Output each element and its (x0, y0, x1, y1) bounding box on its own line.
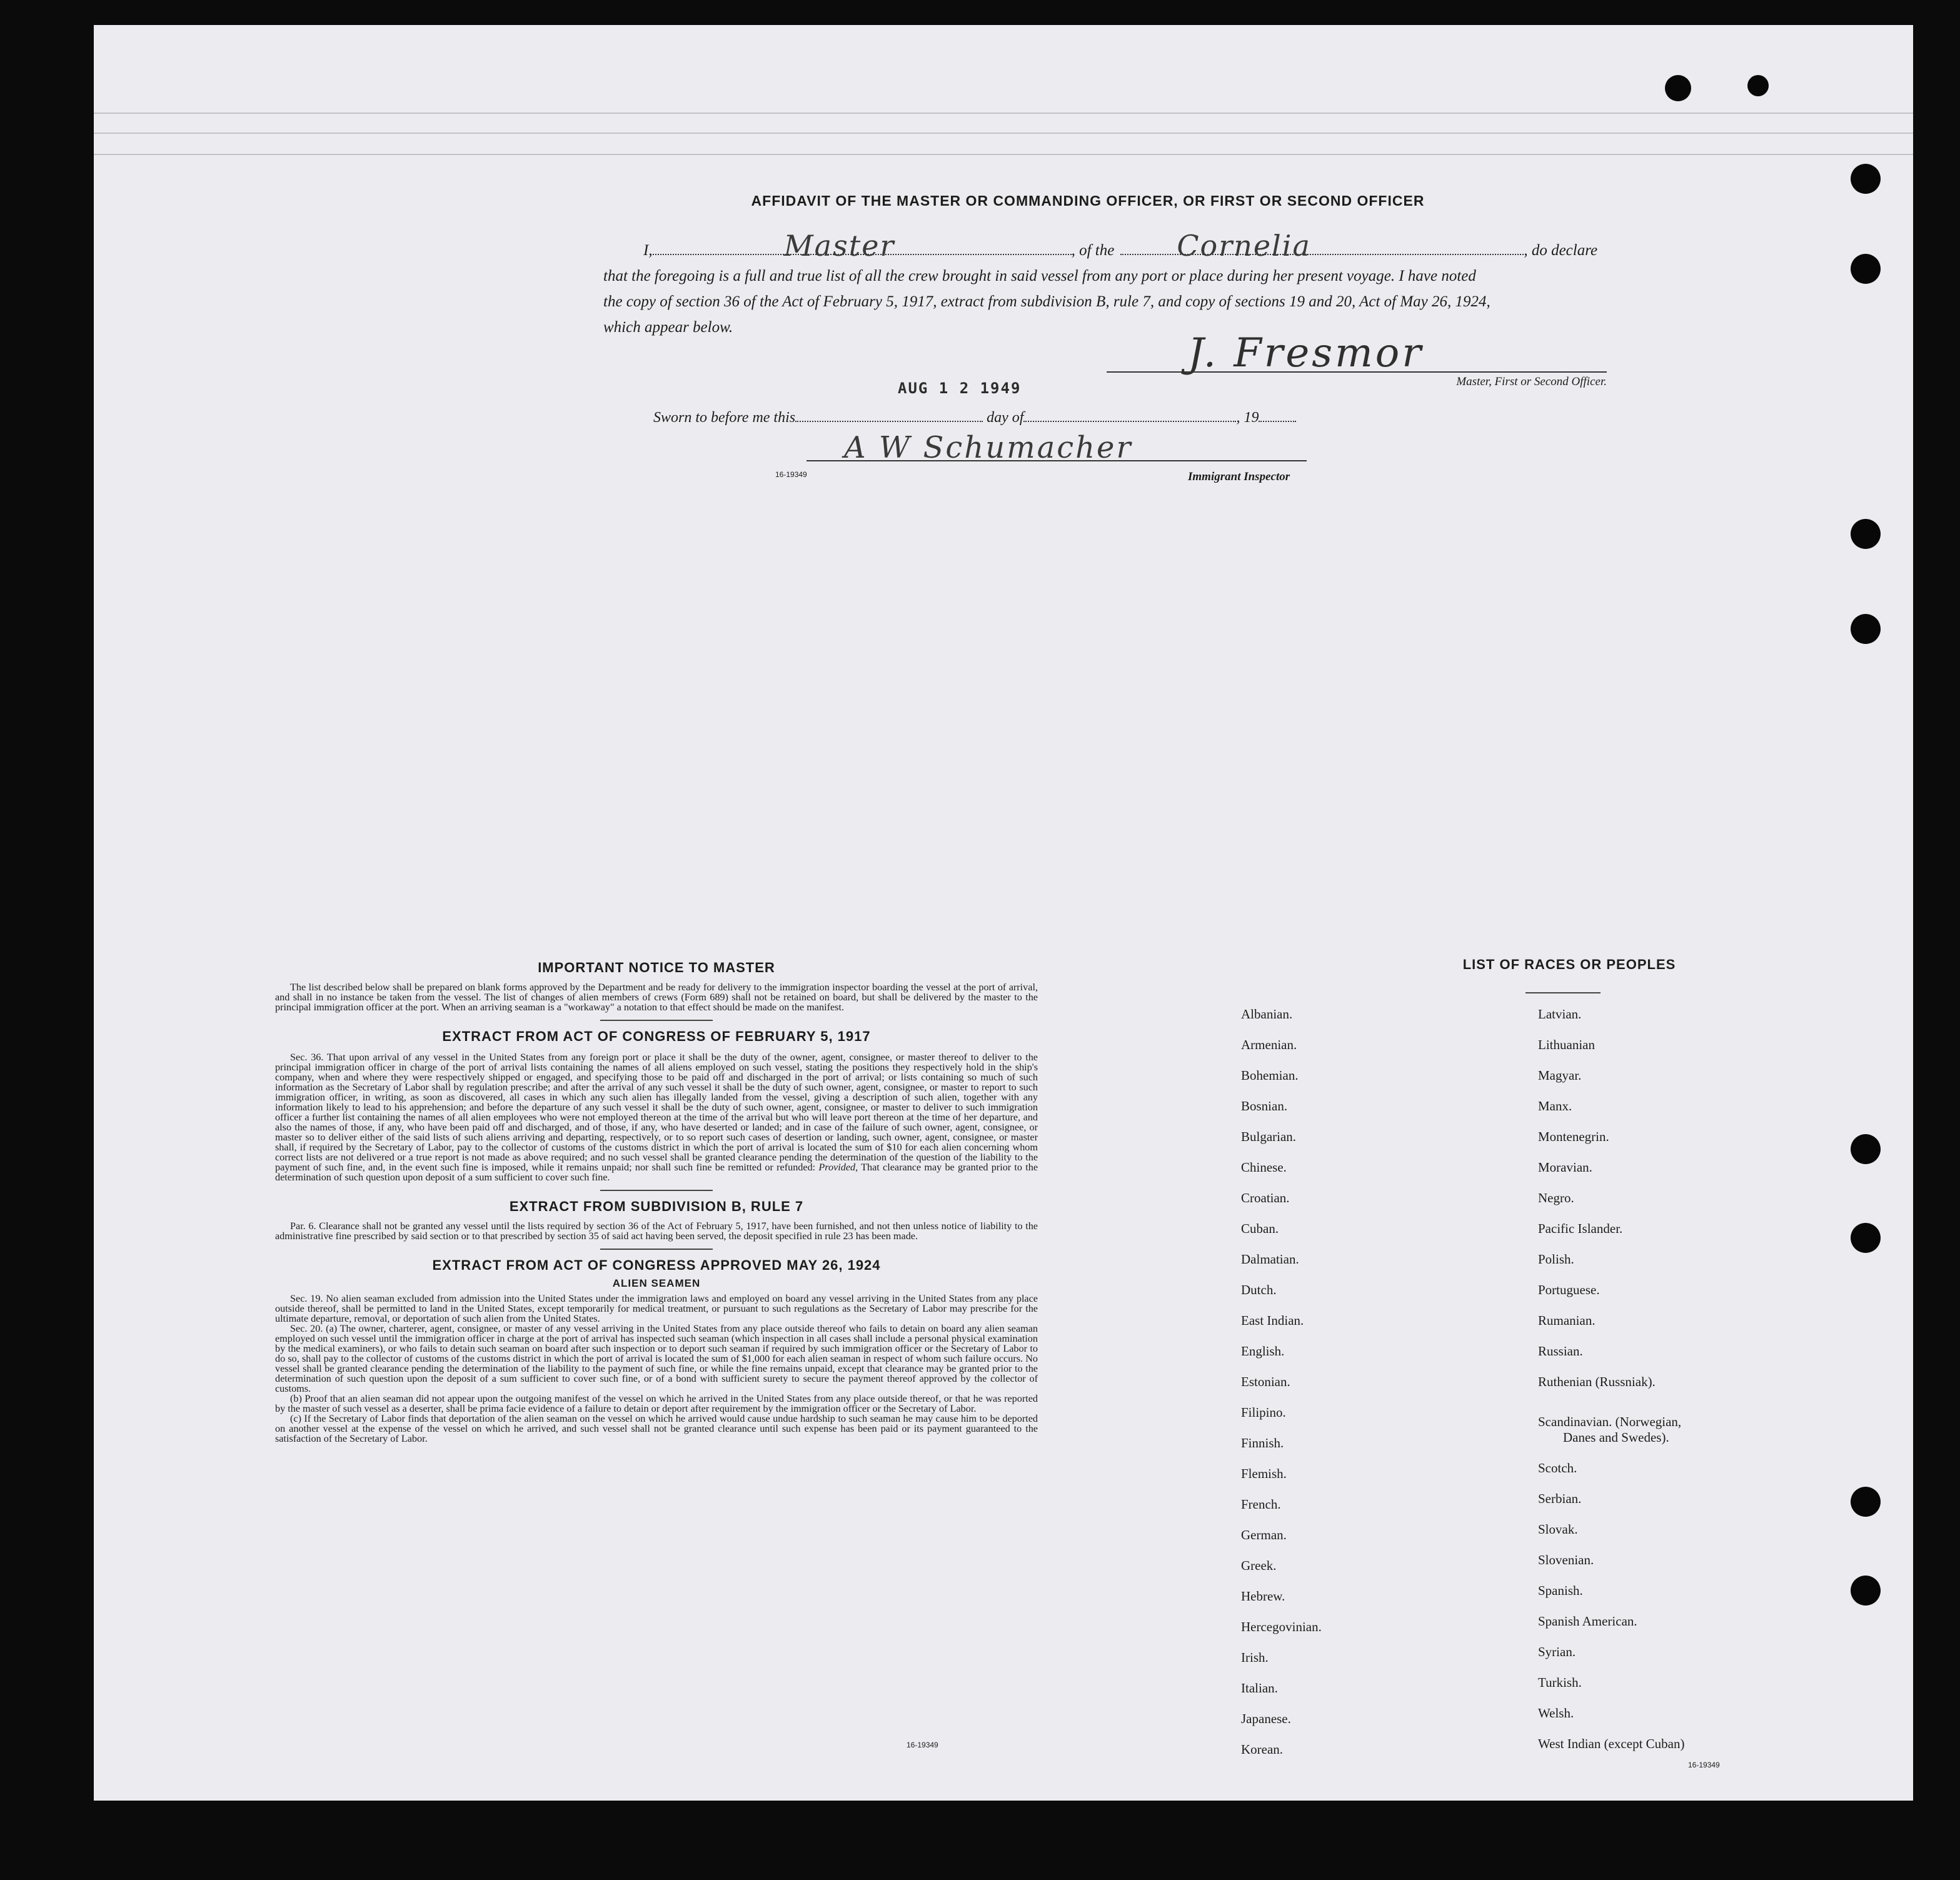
section-divider (600, 1190, 713, 1191)
declaration-line: the copy of section 36 of the Act of February 5, 1917, extract from subdivision B, rule 7, and copy of sections 19 and 20, Act of May 26, 1924, (603, 293, 1490, 310)
extract1-provided: Provided, (818, 1162, 858, 1173)
race-item: Irish. (1241, 1650, 1269, 1665)
race-item: Pacific Islander. (1538, 1221, 1623, 1236)
handwritten-vessel: Cornelia (1177, 229, 1311, 263)
document-page (94, 25, 1913, 1801)
punch-hole (1851, 164, 1881, 194)
ruled-line (94, 154, 1913, 155)
sec20a-text: Sec. 20. (a) The owner, charterer, agent, consignee, or master of any vessel arriving in the United States from any place outside thereof who fails to detain on board any alien seaman employed on such vessel until the immigration officer in charge at the port of arrival has inspected such seaman (which inspection in all cases shall include a personal physical examination by the medical examiners), or who fails to detain such seaman on board after such inspection or to deport such seaman if required by such immigration officer or the Secretary of Labor to do so, shall pay to the collector of customs of the customs district in which the port of arrival is located the sum of $1,000 for each alien seaman in respect of whom such failure occurs. No vessel shall be granted clearance pending the determination of the liability to the payment of such fine, or while the fine remains unpaid, except that clearance may be granted prior to the determination of such question upon the deposit of a sum sufficient to cover such fine, or of a bond with sufficient surety to secure the payment thereof approved by the collector of customs. (275, 1323, 1038, 1394)
extract2-body: Par. 6. Clearance shall not be granted any vessel until the lists required by section 36 of the Act of February 5, 1917, have been furnished, and not then unless notice of liability to the administrative fine prescribed by said section or to that prescribed by section 35 of said act having been served, the deposit specified in rule 23 has been made. (275, 1220, 1038, 1242)
race-item: Armenian. (1241, 1037, 1297, 1052)
declaration-line: that the foregoing is a full and true list of all the crew brought in said vessel from any port or place during her present voyage. I have noted (603, 268, 1476, 284)
race-item: Finnish. (1241, 1435, 1284, 1450)
race-item: Italian. (1241, 1681, 1278, 1696)
races-divider (1525, 992, 1601, 993)
race-item: Slovenian. (1538, 1552, 1594, 1567)
extract1-body-a: Sec. 36. That upon arrival of any vessel in the United States from any foreign port or place it shall be the duty of the owner, agent, consignee, or master thereof to deliver to the principal immigration officer in charge of the port of arrival lists containing the names of all aliens employed on such vessel, stating the positions they respectively hold in the ship's company, when and where they were respectively shipped or engaged, and specifying those to be paid off and discharged in the port of arrival; or lists containing so much of such information as the Secretary of Labor shall by regulation prescribe; and after the arrival of any such vessel it shall be the duty of such owner, agent, consignee, or master to report to such immigration officer, in writing, as soon as discovered, all cases in which any such alien has illegally landed from the vessel, giving a description of such alien, together with any information likely to lead to his apprehension; and before the departure of any such vessel it shall be the duty of such owner, agent, consignee, or master to deliver to such immigration officer a further list containing the names of all alien employees who were not employed thereon at the time of the arrival but who will leave port thereon at the time of her departure, and also the names of those, if any, who have been paid off and discharged, and of those, if any, who have deserted or landed; and in case of the failure of such owner, agent, consignee, or master so to deliver either of the said lists of such aliens arriving and departing, respectively, or to so report such cases of desertion or landing, such owner, agent, consignee, or master shall, if required by the Secretary of Labor, pay to the collector of customs of the customs district in which the port of arrival is located the sum of $10 for each alien concerning whom correct lists are not delivered or a true report is not made as above required; and no such vessel shall be granted clearance pending the determination of the question of the liability to the payment of such fine, and, in the event such fine is imposed, while it remains unpaid; nor shall such fine be remitted or refunded: (275, 1052, 1038, 1173)
race-item: Flemish. (1241, 1466, 1287, 1481)
race-item: Korean. (1241, 1742, 1284, 1757)
inspector-signature-line (807, 460, 1307, 461)
race-item: West Indian (except Cuban) (1538, 1736, 1685, 1751)
race-item: Negro. (1538, 1190, 1574, 1205)
punch-hole (1747, 75, 1769, 96)
race-item: Rumanian. (1538, 1313, 1596, 1328)
notice-title: IMPORTANT NOTICE TO MASTER (538, 960, 775, 975)
handwritten-title: Master (783, 229, 895, 263)
race-item: Russian. (1538, 1344, 1583, 1359)
sec20c-text: (c) If the Secretary of Labor finds that deportation of the alien seaman on the vessel on which he arrived would cause undue hardship to such seaman he may cause him to be deported on another vessel at the expense of the vessel on which he arrived, and such vessel shall not be granted clearance until such expense has been paid or its payment guaranteed to the satisfaction of the Secretary of Labor. (275, 1413, 1038, 1444)
race-item: Scandinavian. (Norwegian, (1538, 1414, 1682, 1429)
extract2-title: EXTRACT FROM SUBDIVISION B, RULE 7 (509, 1199, 804, 1214)
race-item: Albanian. (1241, 1007, 1293, 1022)
race-item: Portuguese. (1538, 1282, 1600, 1297)
declaration-i: I, (643, 242, 653, 259)
sworn-day-field (795, 405, 983, 422)
punch-hole (1851, 1223, 1881, 1253)
race-item: Lithuanian (1538, 1037, 1595, 1052)
sworn-year-field (1259, 405, 1296, 422)
race-item: Turkish. (1538, 1674, 1582, 1690)
form-number: 16-19349 (907, 1741, 938, 1749)
race-item: Polish. (1538, 1252, 1574, 1267)
declaration-declare: , do declare (1524, 242, 1598, 259)
race-item: Chinese. (1241, 1160, 1287, 1175)
race-item: Bulgarian. (1241, 1129, 1297, 1144)
ruled-line (94, 133, 1913, 134)
race-item: Estonian. (1241, 1374, 1290, 1389)
race-item: Montenegrin. (1538, 1129, 1609, 1144)
race-item: Japanese. (1241, 1711, 1291, 1726)
sec20b-text: (b) Proof that an alien seaman did not appear upon the outgoing manifest of the vessel on which he arrived in the United States from any place outside thereof, or that he was reported by the master of such vessel as a deserter, shall be prima facie evidence of a failure to detain or deport after requirement by the immigration officer or the Secretary of Labor. (275, 1393, 1038, 1414)
race-item: Cuban. (1241, 1221, 1279, 1236)
race-item: Croatian. (1241, 1190, 1290, 1205)
signature-caption: Master, First or Second Officer. (1456, 375, 1607, 388)
race-item: Ruthenian (Russniak). (1538, 1374, 1656, 1389)
race-item: Dutch. (1241, 1282, 1277, 1297)
sworn-month-field (1023, 405, 1236, 422)
extract3-subtitle: ALIEN SEAMEN (612, 1277, 701, 1289)
officer-title-field (653, 229, 1072, 263)
race-item: Greek. (1241, 1558, 1277, 1573)
declaration-line: which appear below. (603, 319, 733, 336)
race-item: Serbian. (1538, 1490, 1582, 1506)
notice-section (275, 960, 1038, 1444)
race-item: Dalmatian. (1241, 1252, 1299, 1267)
extract1-body-b: That clearance may be granted prior to the determination of such question upon deposit of a sum sufficient to cover such fine. (275, 1162, 1038, 1183)
declaration-of-the: , of the (1071, 242, 1115, 259)
punch-hole (1665, 75, 1691, 101)
section-divider (600, 1249, 713, 1250)
race-item: Moravian. (1538, 1160, 1592, 1175)
sec19-text: Sec. 19. No alien seaman excluded from admission into the United States under the immigration laws and employed on board any vessel arriving in the United States from any place outside thereof, shall be permitted to land in the United States, except temporarily for medical treatment, or pursuant to such regulations as the Secretary of Labor may prescribe for the ultimate departure, removal, or deportation of such alien from the United States. (275, 1293, 1038, 1324)
race-item: Syrian. (1538, 1644, 1576, 1659)
race-item: Slovak. (1538, 1521, 1578, 1537)
extract3-title: EXTRACT FROM ACT OF CONGRESS APPROVED MAY 26, 1924 (432, 1257, 881, 1273)
form-number: 16-19349 (775, 470, 807, 479)
date-stamp: AUG 1 2 1949 (898, 380, 1022, 397)
race-item: French. (1241, 1497, 1281, 1512)
race-item: East Indian. (1241, 1313, 1304, 1328)
declaration-line (603, 229, 1604, 263)
sworn-line (653, 405, 1296, 426)
race-item: Bohemian. (1241, 1068, 1299, 1083)
extract1-body (275, 1052, 1038, 1182)
ruled-line (94, 113, 1913, 114)
signature-line (1107, 371, 1607, 373)
race-item: Latvian. (1538, 1007, 1582, 1022)
race-item: Welsh. (1538, 1705, 1574, 1721)
race-item: Spanish. (1538, 1582, 1583, 1598)
notice-body: The list described below shall be prepared on blank forms approved by the Department and be ready for delivery to the immigration inspector boarding the vessel at the port of arrival, and shall in no instance be taken from the vessel. The list of changes of alien members of crews (Form 689) shall not be retained on board, but shall be delivered by the master to the principal immigration officer at the port. When an arriving seaman is a "workaway" a notation to that effect should be made on the manifest. (275, 982, 1038, 1013)
punch-hole (1851, 614, 1881, 644)
race-item: Filipino. (1241, 1405, 1286, 1420)
inspector-signature: A W Schumacher (844, 430, 1133, 465)
punch-hole (1851, 1134, 1881, 1164)
form-number: 16-19349 (1688, 1761, 1720, 1769)
race-item: Hebrew. (1241, 1589, 1285, 1604)
inspector-caption: Immigrant Inspector (1188, 470, 1290, 483)
year-prefix: , 19 (1236, 410, 1259, 426)
punch-hole (1851, 254, 1881, 284)
race-item: Scotch. (1538, 1460, 1577, 1475)
vessel-name-field (1120, 229, 1524, 263)
master-signature: J. Fresmor (1188, 330, 1424, 376)
races-title: LIST OF RACES OR PEOPLES (1462, 957, 1676, 972)
declaration-text (603, 229, 1604, 340)
race-item: Manx. (1538, 1098, 1572, 1113)
sworn-text: Sworn to before me this (653, 410, 796, 426)
race-item: Bosnian. (1241, 1098, 1288, 1113)
punch-hole (1851, 519, 1881, 549)
race-item: Spanish American. (1538, 1613, 1637, 1629)
race-item: Danes and Swedes). (1563, 1429, 1669, 1445)
race-item: English. (1241, 1344, 1285, 1359)
race-item: German. (1241, 1527, 1287, 1542)
section-divider (600, 1020, 713, 1021)
race-item: Magyar. (1538, 1068, 1582, 1083)
day-of-text: day of (987, 410, 1024, 426)
punch-hole (1851, 1576, 1881, 1606)
affidavit-title: AFFIDAVIT OF THE MASTER OR COMMANDING OFFICER, OR FIRST OR SECOND OFFICER (751, 193, 1425, 209)
punch-hole (1851, 1487, 1881, 1517)
extract1-title: EXTRACT FROM ACT OF CONGRESS OF FEBRUARY 5, 1917 (442, 1028, 871, 1044)
race-item: Hercegovinian. (1241, 1619, 1322, 1634)
